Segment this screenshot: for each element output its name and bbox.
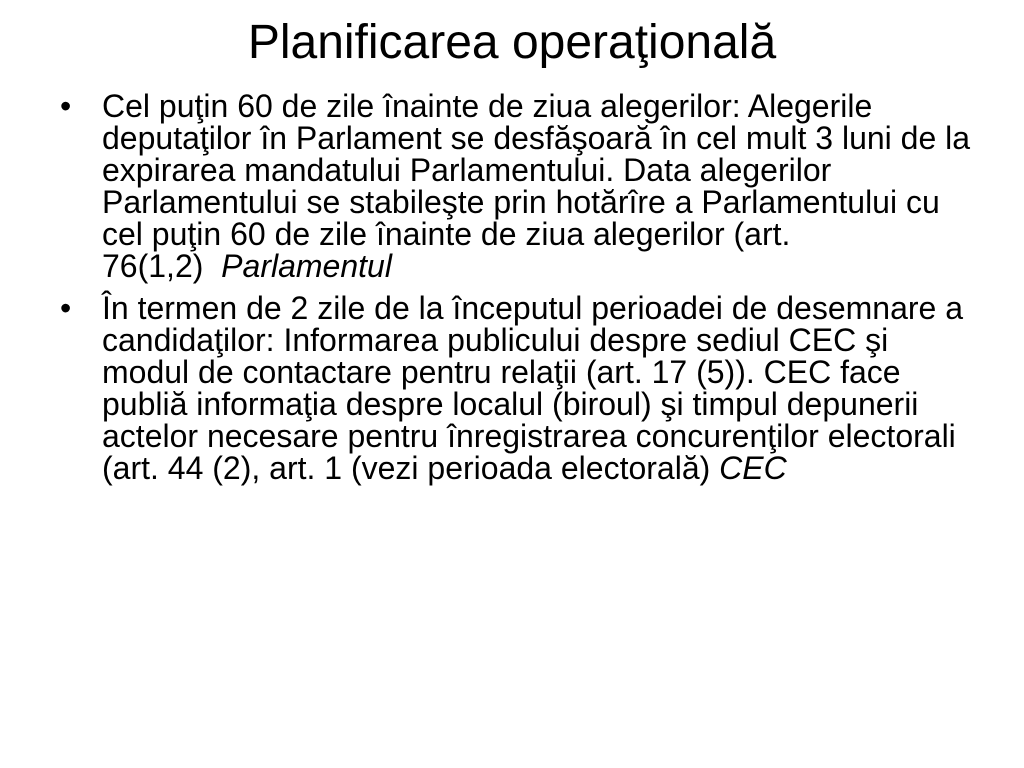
slide-title: Planificarea operaţională xyxy=(247,16,777,69)
bullet-text: Cel puţin 60 de zile înainte de ziua alegerilor: Alegerile deputaţilor în Parlament se desfăşoară în cel mult 3 luni de la expirarea mandatului Parlamentului. Data alegerilor Parlamentului se stabileşte prin hotărîre a Parlamentului cu cel puţin 60 de zile înainte de ziua alegerilor (art. 76(1,2) xyxy=(102,88,971,284)
bullet-actor: CEC xyxy=(719,450,787,486)
bullet-icon: • xyxy=(60,290,72,326)
bullet-text: În termen de 2 zile de la începutul perioadei de desemnare a candidaţilor: Informarea publicului despre sediul CEC şi modul de contactare pentru relaţii (art. 17 (5)). CEC face publiă informaţia despre localul (biroul) şi timpul depunerii actelor necesare pentru înregistrarea concurenţilor electorali (art. 44 (2), art. 1 (vezi perioada electorală) xyxy=(102,290,963,486)
bullet-item xyxy=(58,90,978,282)
bullet-actor: Parlamentul xyxy=(221,248,392,284)
bullet-list xyxy=(58,90,978,494)
bullet-item xyxy=(58,292,978,484)
bullet-icon: • xyxy=(60,88,72,124)
